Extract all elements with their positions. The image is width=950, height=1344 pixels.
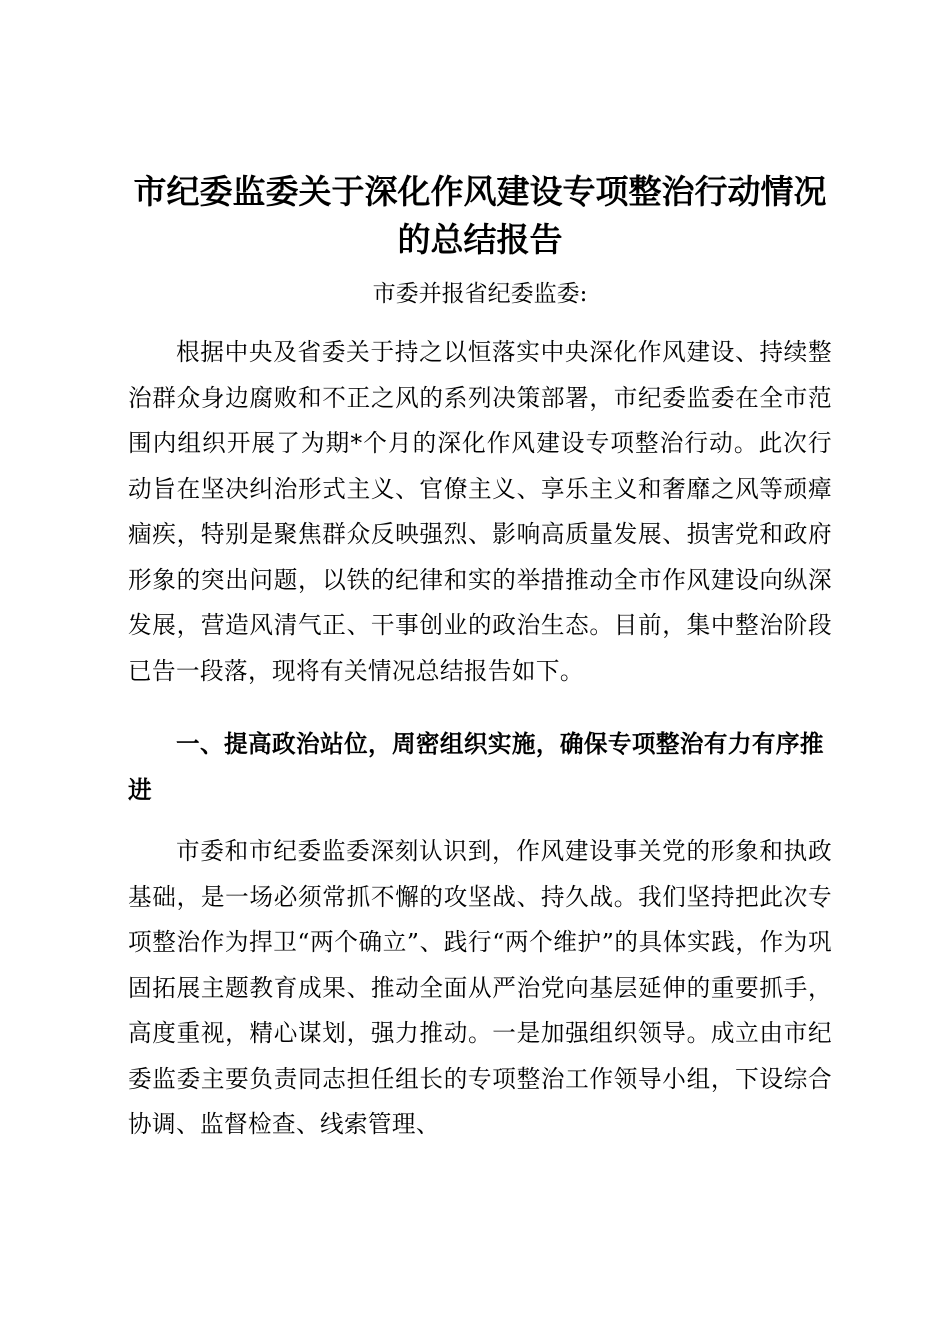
section-heading-1: 一、提高政治站位，周密组织实施，确保专项整治有力有序推进 bbox=[128, 730, 824, 804]
section-1-paragraph: 市委和市纪委监委深刻认识到，作风建设事关党的形象和执政基础，是一场必须常抓不懈的攻坚战、持久战。我们坚持把此次专项整治作为捍卫“两个确立”、践行“两个维护”的具体实践，作为巩固拓展主题教育成果、推动全面从严治党向基层延伸的重要抓手，高度重视，精心谋划，强力推动。一是加强组织领导。成立由市纪委监委主要负责同志担任组长的专项整治工作领导小组，下设综合协调、监督检查、线索管理、 bbox=[128, 837, 832, 1138]
addressee: 市委并报省纪委监委: bbox=[372, 281, 588, 307]
intro-paragraph: 根据中央及省委关于持之以恒落实中央深化作风建设、持续整治群众身边腐败和不正之风的系列决策部署，市纪委监委在全市范围内组织开展了为期*个月的深化作风建设专项整治行动。此次行动旨在坚决纠治形式主义、官僚主义、享乐主义和奢靡之风等顽瘴痼疾，特别是聚焦群众反映强烈、影响高质量发展、损害党和政府形象的突出问题，以铁的纪律和实的举措推动全市作风建设向纵深发展，营造风清气正、干事创业的政治生态。目前，集中整治阶段已告一段落，现将有关情况总结报告如下。 bbox=[128, 338, 832, 685]
document-title: 市纪委监委关于深化作风建设专项整治行动情况的总结报告 bbox=[133, 172, 827, 259]
document-page bbox=[128, 168, 832, 1148]
